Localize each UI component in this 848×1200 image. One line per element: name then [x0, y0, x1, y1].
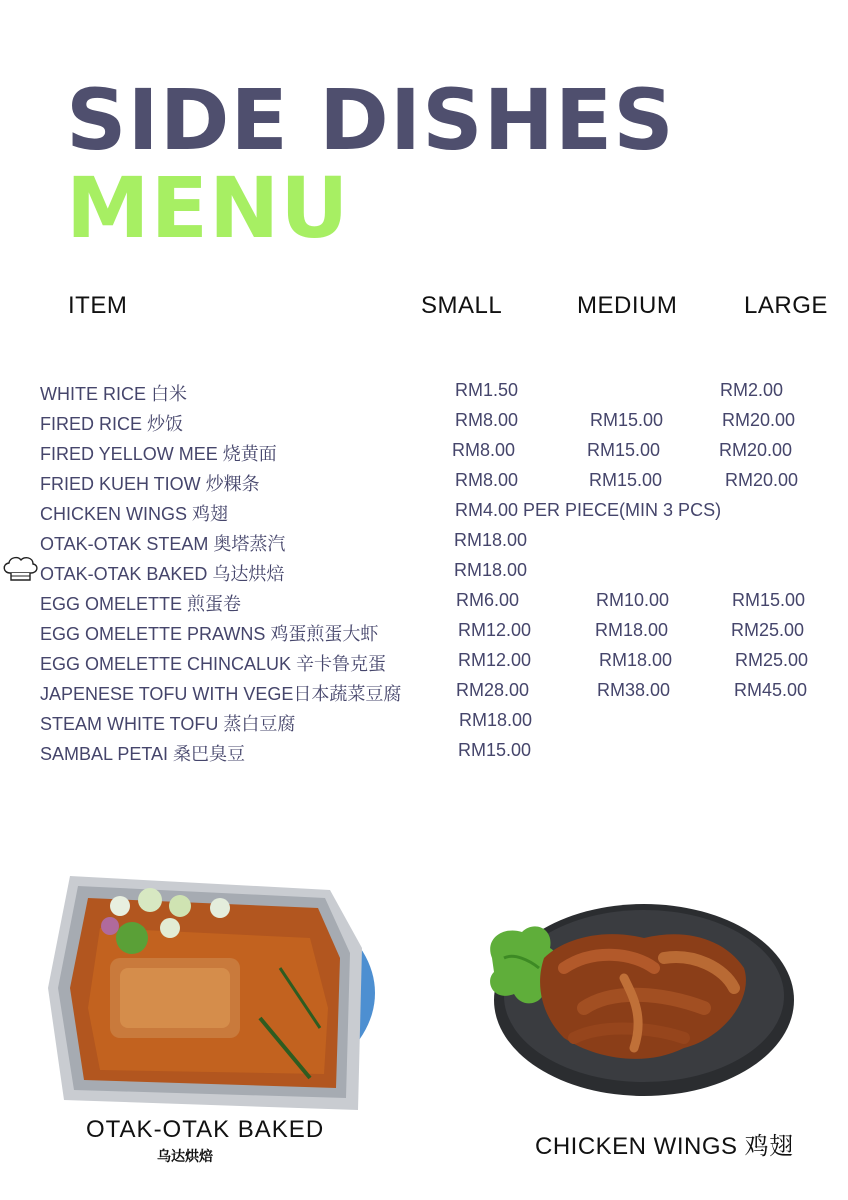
header-small: SMALL [421, 292, 503, 319]
price-small: RM6.00 [456, 590, 520, 610]
menu-row [0, 620, 848, 650]
price-small: RM12.00 [458, 620, 532, 640]
price-small: RM18.00 [454, 530, 528, 550]
price-medium: RM15.00 [587, 440, 661, 460]
price-small: RM18.00 [459, 710, 533, 730]
price-medium: RM15.00 [590, 410, 664, 430]
title-side-dishes: SIDE DISHES [66, 71, 675, 169]
menu-row [0, 380, 848, 410]
price-small: RM8.00 [455, 410, 519, 430]
chef-hat-icon [0, 555, 40, 585]
header-large: LARGE [744, 292, 828, 319]
price-small: RM4.00 PER PIECE(MIN 3 PCS) [455, 500, 722, 520]
price-large: RM20.00 [719, 440, 793, 460]
item-name: STEAM WHITE TOFU 蒸白豆腐 [40, 714, 296, 734]
chicken-wings-caption: CHICKEN WINGS 鸡翅 [535, 1133, 794, 1160]
item-name: FIRED YELLOW MEE 烧黄面 [40, 444, 277, 464]
item-name: EGG OMELETTE 煎蛋卷 [40, 594, 242, 614]
menu-row [0, 530, 848, 560]
menu-row [0, 500, 848, 530]
price-medium: RM18.00 [599, 650, 673, 670]
menu-row [0, 560, 848, 590]
price-small: RM12.00 [458, 650, 532, 670]
menu-row [0, 740, 848, 770]
menu-row [0, 710, 848, 740]
price-large: RM45.00 [734, 680, 808, 700]
menu-row [0, 470, 848, 500]
item-name: EGG OMELETTE CHINCALUK 辛卡鲁克蛋 [40, 654, 387, 674]
menu-row [0, 680, 848, 710]
price-medium: RM10.00 [596, 590, 670, 610]
price-small: RM8.00 [452, 440, 516, 460]
title-menu: MENU [66, 159, 350, 257]
price-medium: RM18.00 [595, 620, 669, 640]
header-medium: MEDIUM [577, 292, 678, 319]
menu-row [0, 410, 848, 440]
price-small: RM18.00 [454, 560, 528, 580]
price-large: RM25.00 [735, 650, 809, 670]
price-small: RM28.00 [456, 680, 530, 700]
item-name: EGG OMELETTE PRAWNS 鸡蛋煎蛋大虾 [40, 624, 379, 644]
menu-row [0, 440, 848, 470]
item-name: SAMBAL PETAI 桑巴臭豆 [40, 744, 246, 764]
price-small: RM15.00 [458, 740, 532, 760]
price-large: RM2.00 [720, 380, 784, 400]
item-name: OTAK-OTAK BAKED 乌达烘焙 [40, 564, 285, 584]
price-large: RM20.00 [722, 410, 796, 430]
price-small: RM8.00 [455, 470, 519, 490]
price-large: RM25.00 [731, 620, 805, 640]
price-small: RM1.50 [455, 380, 519, 400]
header-item: ITEM [68, 292, 128, 319]
price-large: RM20.00 [725, 470, 799, 490]
item-name: WHITE RICE 白米 [40, 384, 187, 404]
item-name: JAPENESE TOFU WITH VEGE日本蔬菜豆腐 [40, 684, 402, 704]
otak-otak-subcaption: 乌达烘焙 [157, 1148, 213, 1164]
menu-row [0, 590, 848, 620]
otak-otak-baked-photo [40, 868, 378, 1112]
price-medium: RM38.00 [597, 680, 671, 700]
item-name: CHICKEN WINGS 鸡翅 [40, 504, 229, 524]
price-medium: RM15.00 [589, 470, 663, 490]
menu-row [0, 650, 848, 680]
item-name: OTAK-OTAK STEAM 奥塔蒸汽 [40, 534, 286, 554]
chicken-wings-photo [484, 898, 794, 1098]
price-large: RM15.00 [732, 590, 806, 610]
otak-otak-caption: OTAK-OTAK BAKED [86, 1116, 325, 1143]
item-name: FRIED KUEH TIOW 炒粿条 [40, 474, 260, 494]
item-name: FIRED RICE 炒饭 [40, 414, 184, 434]
